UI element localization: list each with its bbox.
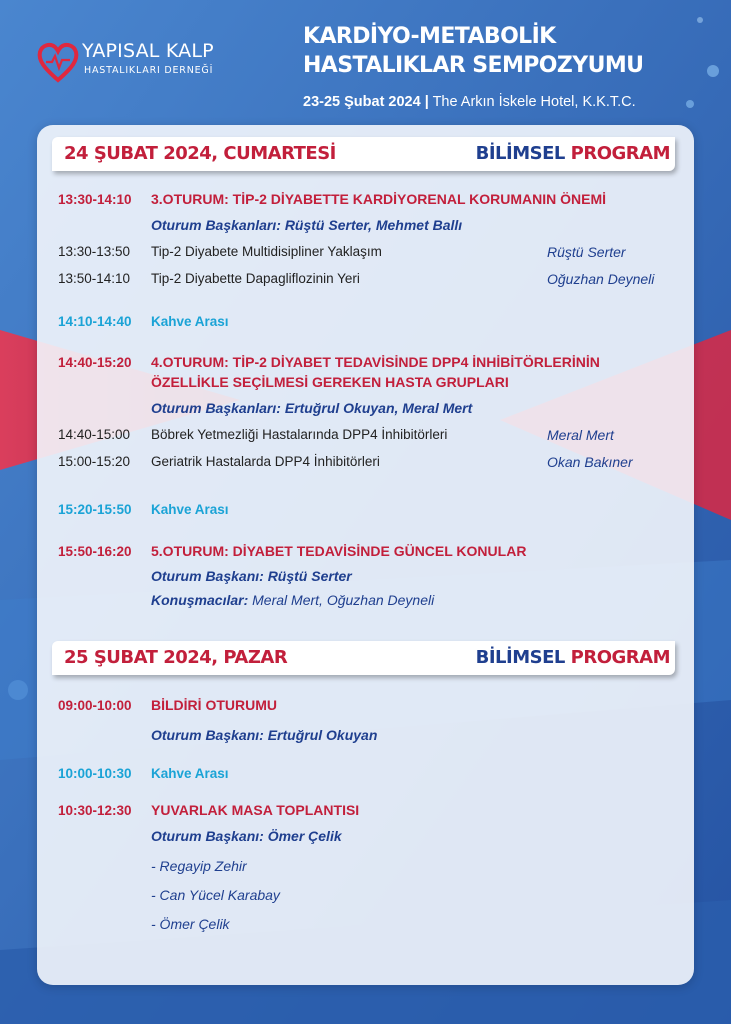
break-time: 15:20-15:50 <box>58 502 132 517</box>
program-label-part1: BİLİMSEL <box>475 143 565 164</box>
talk-title: Böbrek Yetmezliği Hastalarında DPP4 İnhibitörleri <box>151 427 448 442</box>
day-header-1 <box>52 137 675 171</box>
participant: - Ömer Çelik <box>151 916 230 932</box>
program-card <box>37 125 694 985</box>
talk-speaker: Rüştü Serter <box>547 244 626 260</box>
session-title-line1: 4.OTURUM: TİP-2 DİYABET TEDAVİSİNDE DPP4 İNHİBİTÖRLERİNİN <box>151 354 600 370</box>
session-chairs: Oturum Başkanları: Rüştü Serter, Mehmet Ballı <box>151 217 463 233</box>
session-time: 15:50-16:20 <box>58 544 132 559</box>
session-time: 10:30-12:30 <box>58 803 132 818</box>
session-title-line2: ÖZELLİKLE SEÇİLMESİ GEREKEN HASTA GRUPLARI <box>151 374 509 390</box>
logo <box>36 40 226 84</box>
session-time: 13:30-14:10 <box>58 192 132 207</box>
talk-time: 14:40-15:00 <box>58 427 131 442</box>
day-header-2 <box>52 641 675 675</box>
day-title: 25 ŞUBAT 2024, PAZAR <box>64 647 288 668</box>
session-chair: Oturum Başkanı: Ertuğrul Okuyan <box>151 727 378 743</box>
speakers-label: Konuşmacılar: <box>151 592 249 608</box>
program-label-part1: BİLİMSEL <box>475 647 565 668</box>
break-time: 10:00-10:30 <box>58 766 132 781</box>
talk-speaker: Meral Mert <box>547 427 614 443</box>
talk-title: Geriatrik Hastalarda DPP4 İnhibitörleri <box>151 454 380 469</box>
talk-speaker: Oğuzhan Deyneli <box>547 271 655 287</box>
talk-speaker: Okan Bakıner <box>547 454 633 470</box>
session-chair: Oturum Başkanı: Ömer Çelik <box>151 828 342 844</box>
break-time: 14:10-14:40 <box>58 314 132 329</box>
participant: - Regayip Zehir <box>151 858 247 874</box>
org-name: YAPISAL KALP <box>82 40 214 62</box>
speakers-names: Meral Mert, Oğuzhan Deyneli <box>252 592 435 608</box>
event-dates: 23-25 Şubat 2024 <box>303 94 421 110</box>
talk-time: 13:50-14:10 <box>58 271 131 286</box>
session-chairs: Oturum Başkanları: Ertuğrul Okuyan, Meral Mert <box>151 400 473 416</box>
event-title: KARDİYO-METABOLİK HASTALIKLAR SEMPOZYUMU <box>303 24 644 78</box>
heart-logo-icon <box>36 40 80 84</box>
program-label-part2: PROGRAM <box>570 143 670 164</box>
session-title: 5.OTURUM: DİYABET TEDAVİSİNDE GÜNCEL KONULAR <box>151 543 527 559</box>
session-time: 14:40-15:20 <box>58 355 132 370</box>
event-separator: | <box>424 94 429 110</box>
org-subtitle: HASTALIKLARI DERNEĞİ <box>84 65 214 76</box>
header <box>0 0 731 120</box>
session-title: 3.OTURUM: TİP-2 DİYABETTE KARDİYORENAL KORUMANIN ÖNEMİ <box>151 191 607 207</box>
break-label: Kahve Arası <box>151 314 229 329</box>
session-title: BİLDİRİ OTURUMU <box>151 697 277 713</box>
break-label: Kahve Arası <box>151 502 229 517</box>
program-label <box>476 647 670 668</box>
talk-time: 13:30-13:50 <box>58 244 131 259</box>
program-label <box>476 143 670 164</box>
break-label: Kahve Arası <box>151 766 229 781</box>
day-title: 24 ŞUBAT 2024, CUMARTESİ <box>64 143 336 164</box>
session-chair: Oturum Başkanı: Rüştü Serter <box>151 568 352 584</box>
talk-title: Tip-2 Diyabete Multidisipliner Yaklaşım <box>151 244 382 259</box>
event-venue: The Arkın İskele Hotel, K.K.T.C. <box>432 94 636 110</box>
event-subtitle <box>303 94 636 110</box>
session-time: 09:00-10:00 <box>58 698 132 713</box>
talk-time: 15:00-15:20 <box>58 454 131 469</box>
session-title: YUVARLAK MASA TOPLANTISI <box>151 802 360 818</box>
speakers <box>151 592 434 608</box>
participant: - Can Yücel Karabay <box>151 887 280 903</box>
program-label-part2: PROGRAM <box>570 647 670 668</box>
talk-title: Tip-2 Diyabette Dapagliflozinin Yeri <box>151 271 360 286</box>
